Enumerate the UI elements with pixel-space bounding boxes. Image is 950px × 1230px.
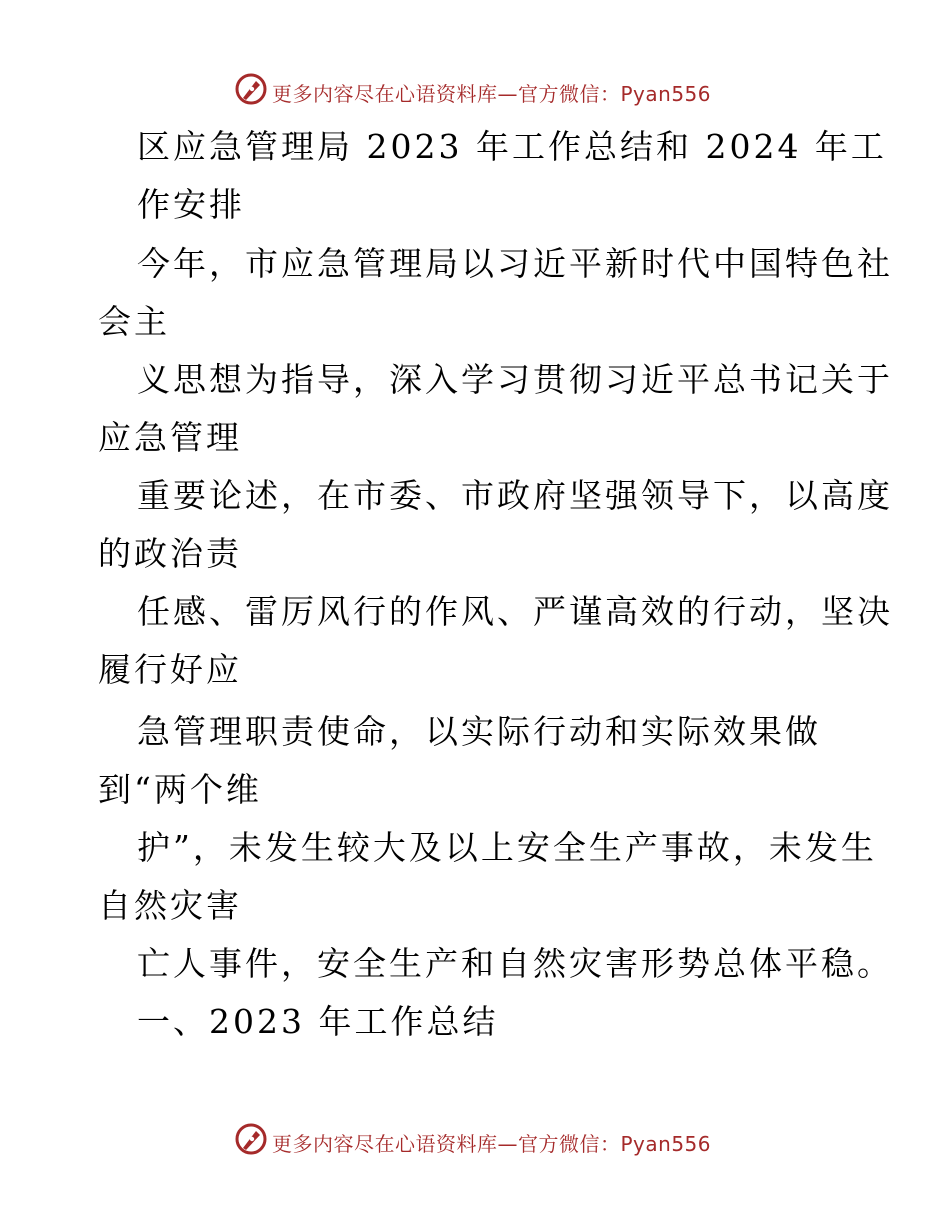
doc-line-7: 重要论述，在市委、市政府坚强领导下，以高度: [137, 476, 893, 515]
doc-title-line-1: 区应急管理局 2023 年工作总结和 2024 年工: [137, 127, 887, 166]
doc-line-14: 自然灾害: [98, 886, 242, 925]
header-banner: [0, 70, 950, 110]
doc-title-line-2: 作安排: [137, 185, 245, 224]
pen-nib-logo-icon: [234, 72, 268, 106]
doc-line-9: 任感、雷厉风行的作风、严谨高效的行动，坚决: [137, 592, 893, 631]
pen-nib-logo-icon: [234, 1122, 268, 1156]
doc-line-5: 义思想为指导，深入学习贯彻习近平总书记关于: [137, 360, 893, 399]
doc-line-15: 亡人事件，安全生产和自然灾害形势总体平稳。: [137, 944, 893, 983]
doc-line-10: 履行好应: [98, 650, 242, 689]
footer-banner-text: 更多内容尽在心语资料库—官方微信：Pyan556: [272, 1132, 712, 1156]
header-banner-text: 更多内容尽在心语资料库—官方微信：Pyan556: [272, 82, 712, 106]
section-heading: 一、2023 年工作总结: [137, 1002, 499, 1041]
doc-line-4: 会主: [98, 302, 170, 341]
footer-banner: [0, 1120, 950, 1160]
doc-line-12: 到“两个维: [98, 770, 262, 809]
doc-line-3: 今年，市应急管理局以习近平新时代中国特色社: [137, 244, 893, 283]
doc-line-11: 急管理职责使命，以实际行动和实际效果做: [137, 712, 821, 751]
doc-line-6: 应急管理: [98, 418, 242, 457]
doc-line-8: 的政治责: [98, 534, 242, 573]
doc-line-13: 护”，未发生较大及以上安全生产事故，未发生: [137, 828, 877, 867]
